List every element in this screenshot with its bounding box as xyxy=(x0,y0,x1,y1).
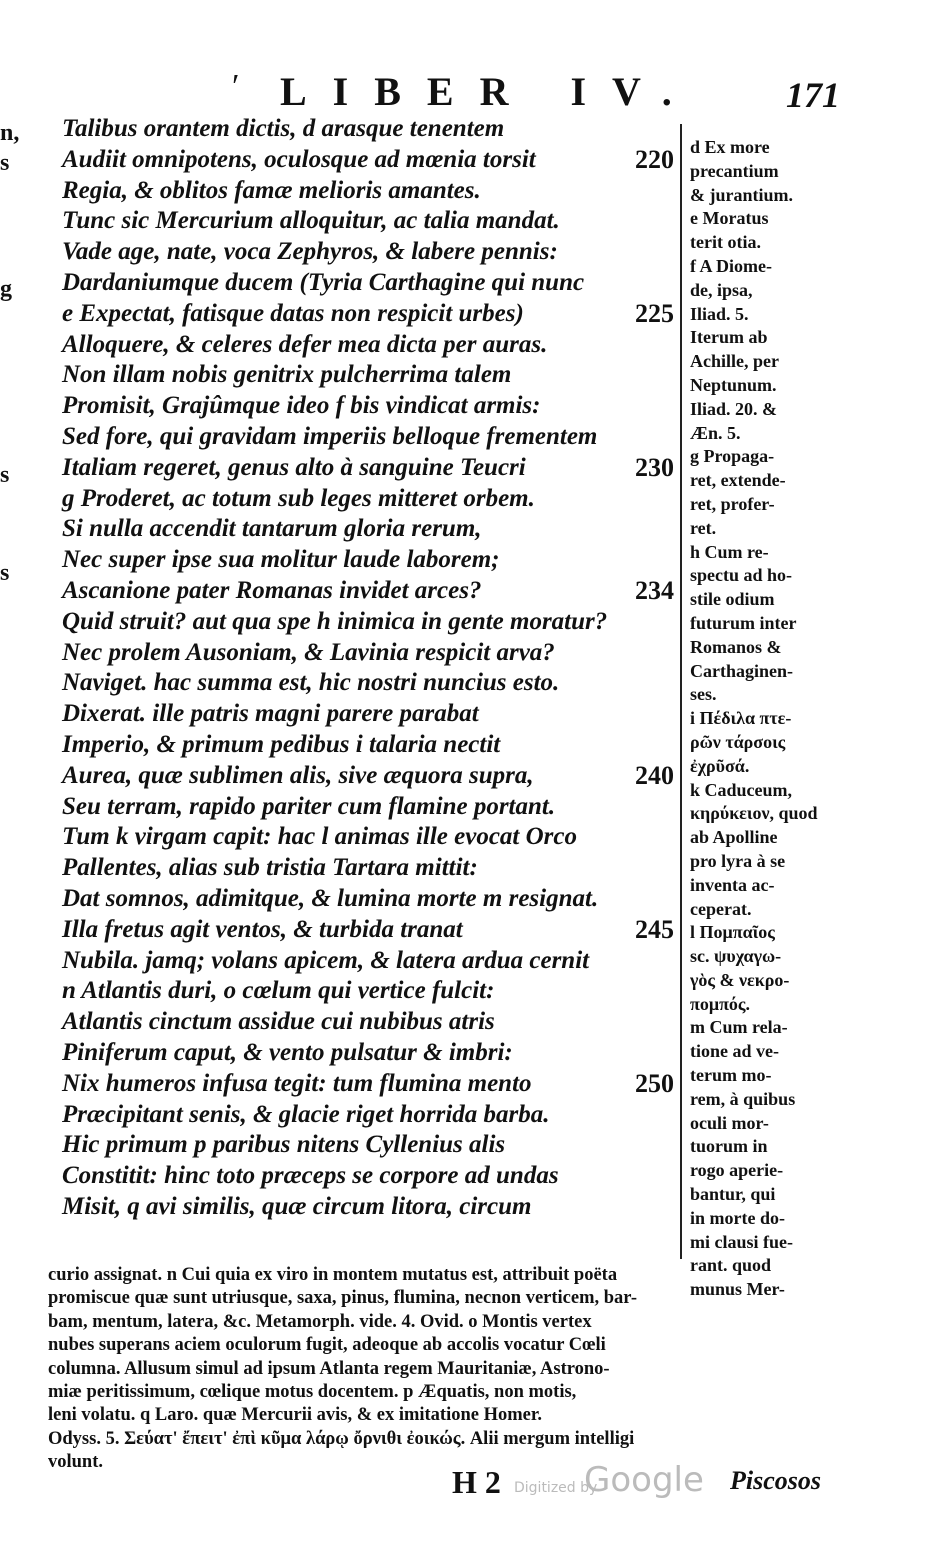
side-note-line: tuorum in xyxy=(690,1136,768,1157)
verse-text: Italiam regeret, genus alto à sanguine Teucri xyxy=(62,453,526,481)
side-note-line: spectu ad ho- xyxy=(690,565,793,586)
verse-text: Nubila. jamq; volans apicem, & latera ardua cernit xyxy=(62,946,590,974)
verse-line xyxy=(62,484,674,515)
side-note-line: ret, extende- xyxy=(690,470,786,491)
verse-text: Sed fore, qui gravidam imperiis belloque frementem xyxy=(62,422,598,450)
side-note-line: m Cum rela- xyxy=(690,1017,788,1038)
side-note-line: de, ipsa, xyxy=(690,279,753,300)
verse-line xyxy=(62,576,674,607)
verse-line xyxy=(62,176,674,207)
side-note-line: rem, à quibus xyxy=(690,1088,796,1109)
verse-text: Dat somnos, adimitque, & lumina morte m resignat. xyxy=(62,884,599,912)
side-note-line: bantur, qui xyxy=(690,1184,776,1205)
side-note-line: inventa ac- xyxy=(690,874,775,895)
verse-text: Non illam nobis genitrix pulcherrima talem xyxy=(62,361,512,389)
watermark-logo: Google xyxy=(584,1460,704,1500)
side-note-line: rant. quod xyxy=(690,1255,772,1276)
verse-line xyxy=(62,822,674,853)
verse-text: Audiit omnipotens, oculosque ad mœnia torsit xyxy=(62,145,536,173)
verse-text: Nec prolem Ausoniam, & Lavinia respicit arva? xyxy=(62,638,555,666)
side-note-line: k Caduceum, xyxy=(690,779,793,800)
verse-text: Tum k virgam capit: hac l animas ille evocat Orco xyxy=(62,823,577,851)
verse-text: Vade age, nate, voca Zephyros, & labere pennis: xyxy=(62,238,558,266)
verse-line xyxy=(62,1007,674,1038)
side-note-line: ἐχρῦσά. xyxy=(690,755,750,776)
catchword: Piscosos xyxy=(730,1466,821,1495)
verse-text: Atlantis cinctum assidue cui nubibus atris xyxy=(62,1008,495,1036)
bottom-note-line: promiscue quæ sunt utriusque, saxa, pinus, flumina, necnon verticem, bar- xyxy=(48,1288,637,1309)
side-note-line: munus Mer- xyxy=(690,1279,785,1300)
side-note-line: in morte do- xyxy=(690,1207,785,1228)
verse-text: Si nulla accendit tantarum gloria rerum, xyxy=(62,515,482,543)
side-note-line: terit otia. xyxy=(690,232,761,253)
bottom-note-line: columna. Allusum simul ad ipsum Atlanta regem Mauritaniæ, Astrono- xyxy=(48,1358,610,1379)
verse-text: Dardaniumque ducem (Tyria Carthagine qui nunc xyxy=(62,268,585,296)
side-note-line: l Πομπαῖος xyxy=(690,922,775,943)
side-note-line: Romanos & xyxy=(690,636,782,657)
side-note-line: d Ex more xyxy=(690,137,770,157)
verse-line xyxy=(62,761,674,792)
verse-line xyxy=(62,915,674,946)
verse-text: Nix humeros infusa tegit: tum flumina mento xyxy=(62,1069,532,1097)
verse-text: Hic primum p paribus nitens Cyllenius alis xyxy=(62,1131,506,1159)
bottom-note-line: leni volatu. q Laro. quæ Mercurii avis, & ex imitatione Homer. xyxy=(48,1405,542,1426)
side-note-line: precantium xyxy=(690,160,779,181)
side-note-line: i Πέδιλα πτε- xyxy=(690,708,792,729)
edge-mark: s xyxy=(0,150,10,176)
bottom-note-line: bam, mentum, latera, &c. Metamorph. vide. 4. Ovid. o Montis vertex xyxy=(48,1311,592,1332)
side-note-line: e Moratus xyxy=(690,208,769,229)
side-note-line: h Cum re- xyxy=(690,541,769,562)
line-number: 220 xyxy=(635,144,674,174)
side-note-line: ab Apolline xyxy=(690,827,778,848)
verse-line xyxy=(62,330,674,361)
verse-text: Seu terram, rapido pariter cum flamine portant. xyxy=(62,792,556,820)
side-note-line: Carthaginen- xyxy=(690,660,793,681)
page-number: 171 xyxy=(786,75,840,115)
side-note-line: ρῶν τάρσοις xyxy=(690,731,786,752)
verse-line xyxy=(62,730,674,761)
verse-line xyxy=(62,884,674,915)
side-note-line: ses. xyxy=(690,684,717,705)
side-note-line: Iliad. 5. xyxy=(690,303,749,324)
edge-mark: s xyxy=(0,462,10,488)
verse-line xyxy=(62,1192,674,1223)
page-footer xyxy=(0,1460,942,1506)
side-note-line: sc. ψυχαγω- xyxy=(690,946,782,967)
bottom-note-line: volunt. xyxy=(48,1452,104,1473)
side-note-line: γὸς & νεκρο- xyxy=(690,969,790,990)
running-title: LIBER IV. xyxy=(280,69,698,114)
edge-mark: s xyxy=(0,560,10,586)
verse-line xyxy=(62,1130,674,1161)
verse-line xyxy=(62,206,674,237)
side-note-line: oculi mor- xyxy=(690,1112,769,1133)
verse-line xyxy=(62,1038,674,1069)
verse-line xyxy=(62,268,674,299)
verse-text: Piniferum caput, & vento pulsatur & imbri: xyxy=(62,1038,513,1066)
side-note-line: terum mo- xyxy=(690,1065,772,1086)
signature-mark: H 2 xyxy=(452,1464,501,1500)
side-note-line: Iliad. 20. & xyxy=(690,398,778,419)
line-number: 234 xyxy=(635,575,674,605)
bottom-note-line: Odyss. 5. Σεύατ' ἔπειτ' ἐπὶ κῦμα λάρῳ ὄρνιθι ἐοικώς. Alii mergum intelligi xyxy=(48,1428,635,1449)
side-note-line: ret, profer- xyxy=(690,493,775,514)
verse-line xyxy=(62,514,674,545)
verse-text: Tunc sic Mercurium alloquitur, ac talia mandat. xyxy=(62,207,560,235)
verse-line xyxy=(62,853,674,884)
verse-line xyxy=(62,145,674,176)
verse-text: Aurea, quæ sublimen alis, sive æquora supra, xyxy=(62,761,534,789)
verse-text: n Atlantis duri, o cœlum qui vertice fulcit: xyxy=(62,977,495,1005)
page-header xyxy=(0,62,942,115)
verse-text: Imperio, & primum pedibus i talaria nectit xyxy=(62,730,501,758)
verse-line xyxy=(62,607,674,638)
verse-text: Dixerat. ille patris magni parere parabat xyxy=(62,700,479,728)
verse-line xyxy=(62,792,674,823)
verse-line xyxy=(62,545,674,576)
line-number: 250 xyxy=(635,1068,674,1098)
verse-text: Misit, q avi similis, quæ circum litora, circum xyxy=(62,1192,532,1220)
bottom-note-line: curio assignat. n Cui quia ex viro in montem mutatus est, attribuit poëta xyxy=(48,1265,618,1285)
verse-text: Ascanione pater Romanas invidet arces? xyxy=(62,576,482,604)
verse-line xyxy=(62,360,674,391)
verse-text: Regia, & oblitos famæ melioris amantes. xyxy=(62,176,481,204)
side-note-line: ceperat. xyxy=(690,898,752,919)
edge-mark: n, xyxy=(0,120,20,146)
verse-line xyxy=(62,422,674,453)
verse-line xyxy=(62,1161,674,1192)
verse-line xyxy=(62,299,674,330)
side-note-line: mi clausi fue- xyxy=(690,1231,793,1252)
edge-mark: g xyxy=(0,276,12,302)
side-note-line: tione ad ve- xyxy=(690,1041,779,1062)
side-note-line: g Propaga- xyxy=(690,446,775,467)
verse-text: Constitit: hinc toto præceps se corpore ad undas xyxy=(62,1162,559,1190)
side-note-line: κηρύκειον, quod xyxy=(690,803,818,824)
verse-line xyxy=(62,453,674,484)
line-number: 230 xyxy=(635,452,674,482)
verse-line xyxy=(62,976,674,1007)
side-note-line: Neptunum. xyxy=(690,374,777,395)
line-number: 245 xyxy=(635,914,674,944)
bottom-notes xyxy=(48,1264,834,1475)
side-note-line: f A Diome- xyxy=(690,255,772,276)
verse-line xyxy=(62,699,674,730)
side-note-line: stile odium xyxy=(690,589,775,610)
bottom-note-line: miæ peritissimum, cœlique motus docentem. p Æquatis, non motis, xyxy=(48,1381,577,1402)
verse-line xyxy=(62,668,674,699)
bottom-note-line: nubes superans aciem oculorum fugit, adeoque ab accolis vocatur Cœli xyxy=(48,1335,606,1356)
verse-text: g Proderet, ac totum sub leges mitteret orbem. xyxy=(62,484,535,512)
verse-text: e Expectat, fatisque datas non respicit urbes) xyxy=(62,299,524,327)
verse-line xyxy=(62,114,674,145)
side-note-line: πομπός. xyxy=(690,993,751,1014)
line-number: 240 xyxy=(635,760,674,790)
verse-text: Naviget. hac summa est, hic nostri nuncius esto. xyxy=(62,669,560,697)
verse-line xyxy=(62,638,674,669)
side-note-line: ret. xyxy=(690,517,717,538)
verse-line xyxy=(62,946,674,977)
side-note-line: futurum inter xyxy=(690,612,797,633)
verse-text: Nec super ipse sua molitur laude laborem; xyxy=(62,546,500,574)
side-note-line: Æn. 5. xyxy=(690,422,741,443)
verse-text: Talibus orantem dictis, d arasque tenentem xyxy=(62,115,505,142)
verse-text: Quid struit? aut qua spe h inimica in gente moratur? xyxy=(62,607,608,635)
verse-line xyxy=(62,1069,674,1100)
verse-text: Promisit, Grajûmque ideo f bis vindicat armis: xyxy=(62,392,541,420)
verse-column xyxy=(62,114,674,1223)
side-note-line: Achille, per xyxy=(690,351,779,372)
side-note-line: rogo aperie- xyxy=(690,1160,784,1181)
verse-line xyxy=(62,1100,674,1131)
side-note-line: & jurantium. xyxy=(690,184,793,205)
side-notes-column xyxy=(690,136,838,1302)
side-note-line: Iterum ab xyxy=(690,327,768,348)
verse-line xyxy=(62,391,674,422)
verse-text: Illa fretus agit ventos, & turbida tranat xyxy=(62,915,463,943)
verse-text: Alloquere, & celeres defer mea dicta per auras. xyxy=(62,330,548,358)
side-note-line: pro lyra à se xyxy=(690,850,786,871)
line-number: 225 xyxy=(635,298,674,328)
verse-text: Præcipitant senis, & glacie riget horrida barba. xyxy=(62,1100,550,1128)
watermark-prefix: Digitized by xyxy=(514,1480,598,1496)
column-rule xyxy=(680,124,682,1259)
header-mark: ′ xyxy=(232,68,240,105)
verse-text: Pallentes, alias sub tristia Tartara mittit: xyxy=(62,854,478,882)
verse-line xyxy=(62,237,674,268)
